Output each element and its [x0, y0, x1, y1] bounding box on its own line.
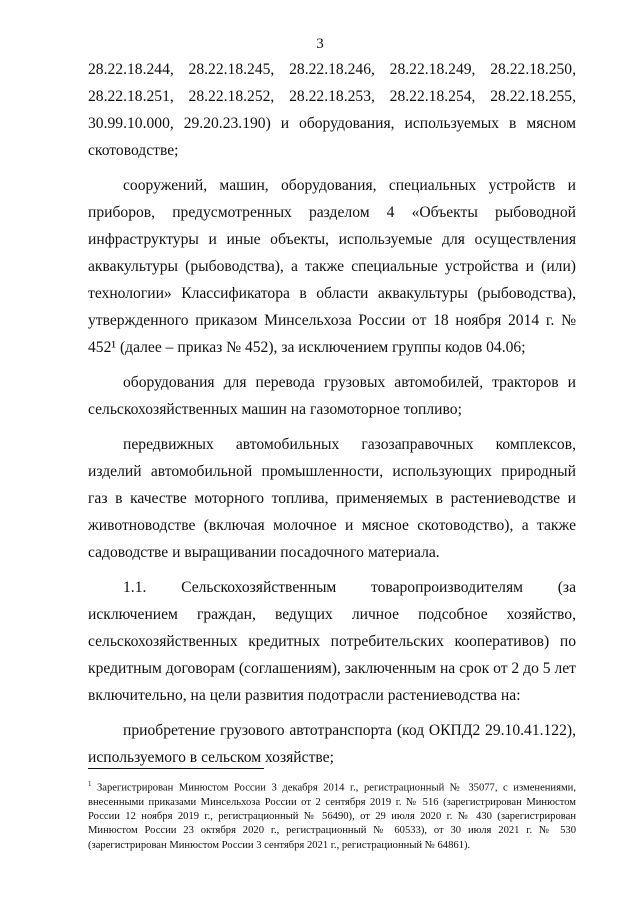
paragraph-3: оборудования для перевода грузовых автомобилей, тракторов и сельскохозяйственных машин на газомоторное топливо; [88, 374, 576, 418]
paragraph-4: передвижных автомобильных газозаправочных комплексов, изделий автомобильной промышленности, использующих природный газ в качестве моторного топлива, применяемых в растениеводстве и животноводстве (включая молочное и мясное скотоводство), а также садоводстве и выращивании посадочного материала. [88, 436, 576, 561]
footnote-marker: 1 [88, 781, 92, 788]
page-number: 3 [316, 36, 324, 52]
footnote [88, 778, 576, 853]
footnote-divider [88, 768, 264, 769]
paragraph-6: приобретение грузового автотранспорта (код ОКПД2 29.10.41.122), используемого в сельском хозяйстве; [88, 722, 576, 766]
footnote-text: Зарегистрирован Минюстом России 3 декабря 2014 г., регистрационный № 35077, с изменениями, внесенными приказами Минсельхоза России от 2 сентября 2019 г. № 516 (зарегистрирован Минюстом России 12 ноября 2019 г., регистрационный № 56490), от 29 июля 2020 г. № 430 (зарегистрирован Минюстом России 23 октября 2020 г., регистрационный № 60533), от 30 июля 2021 г. № 530 (зарегистрирован Минюстом России 3 сентября 2021 г., регистрационный № 64861). [88, 782, 576, 851]
paragraph-2: сооружений, машин, оборудования, специальных устройств и приборов, предусмотренных разделом 4 «Объекты рыбоводной инфраструктуры и иные объекты, используемые для осуществления аквакультуры (рыбоводства), а также специальные устройства и (или) технологии» Классификатора в области аквакультуры (рыбоводства), утвержденного приказом Минсельхоза России от 18 ноября 2014 г. № 452¹ (далее – приказ № 452), за исключением группы кодов 04.06; [88, 177, 576, 356]
body-text [88, 56, 576, 779]
paragraph-1: 28.22.18.244, 28.22.18.245, 28.22.18.246, 28.22.18.249, 28.22.18.250, 28.22.18.251, 28.22.18.252, 28.22.18.253, 28.22.18.254, 28.22.18.255, 30.99.10.000, 29.20.23.190) и оборудования, используемых в мясном скотоводстве; [88, 61, 576, 159]
paragraph-5: 1.1. Сельскохозяйственным товаропроизводителям (за исключением граждан, ведущих личное подсобное хозяйство, сельскохозяйственных кредитных потребительских кооперативов) по кредитным договорам (соглашениям), заключенным на срок от 2 до 5 лет включительно, на цели развития подотрасли растениеводства на: [88, 579, 576, 704]
